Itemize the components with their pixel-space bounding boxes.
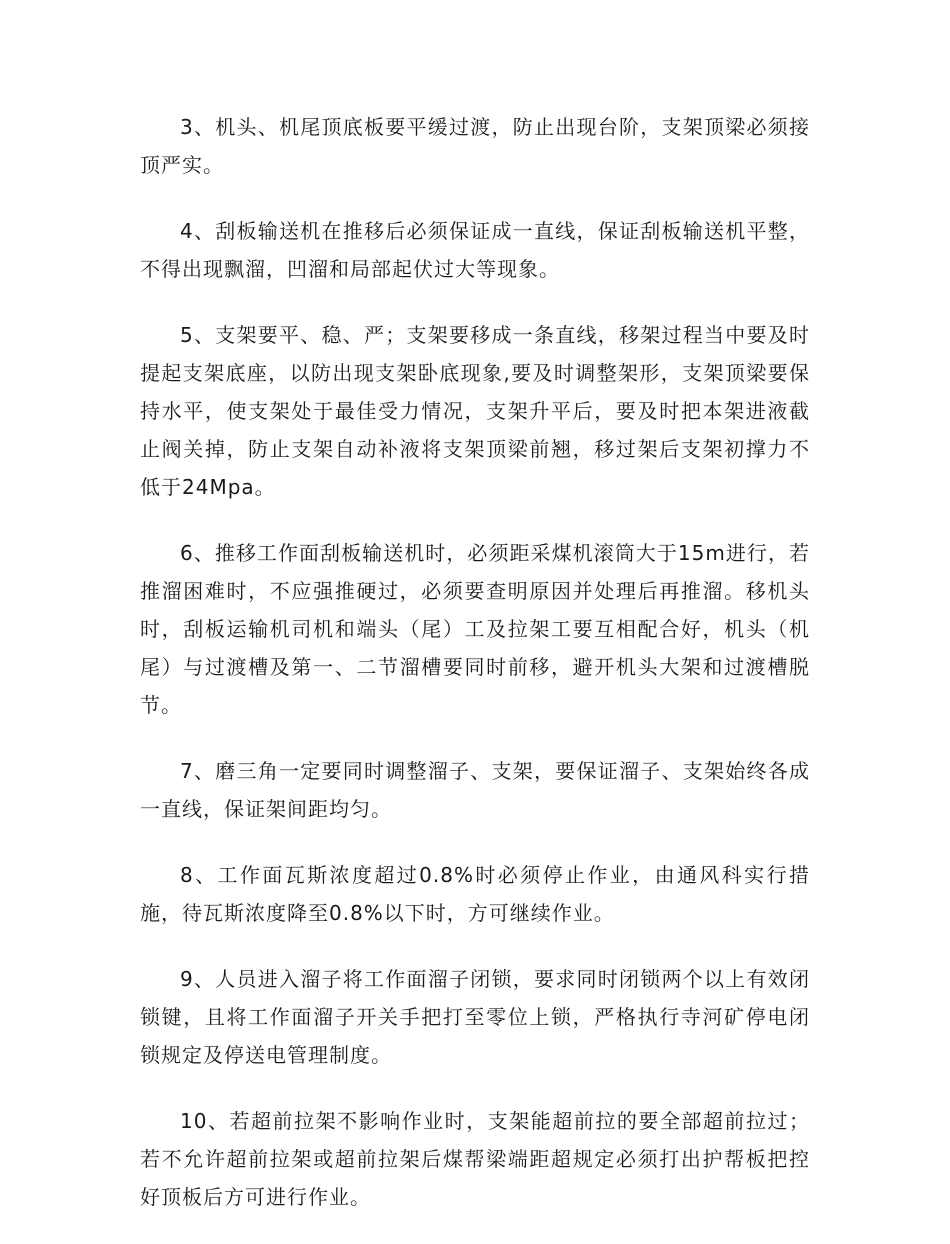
paragraph-item-7: 7、磨三角一定要同时调整溜子、支架，要保证溜子、支架始终各成一直线，保证架间距均匀。 <box>140 759 810 821</box>
paragraph-item-3: 3、机头、机尾顶底板要平缓过渡，防止出现台阶，支架顶梁必须接顶严实。 <box>140 115 810 177</box>
paragraph-item-5: 5、支架要平、稳、严；支架要移成一条直线，移架过程当中要及时提起支架底座，以防出现支架卧底现象,要及时调整架形，支架顶梁要保持水平，使支架处于最佳受力情况，支架升平后，要及时把本架进液截止阀关掉，防止支架自动补液将支架顶梁前翘，移过架后支架初撑力不低于24Mpa。 <box>140 323 810 499</box>
paragraph-item-8: 8、工作面瓦斯浓度超过0.8%时必须停止作业，由通风科实行措施，待瓦斯浓度降至0.8%以下时，方可继续作业。 <box>140 863 810 925</box>
document-body <box>140 108 810 1244</box>
paragraph-item-4: 4、刮板输送机在推移后必须保证成一直线，保证刮板输送机平整，不得出现飘溜，凹溜和局部起伏过大等现象。 <box>140 219 810 281</box>
paragraph-item-6: 6、推移工作面刮板输送机时，必须距采煤机滚筒大于15m进行，若推溜困难时，不应强推硬过，必须要查明原因并处理后再推溜。移机头时，刮板运输机司机和端头（尾）工及拉架工要互相配合好，机头（机尾）与过渡槽及第一、二节溜槽要同时前移，避开机头大架和过渡槽脱节。 <box>140 541 810 717</box>
paragraph-item-10: 10、若超前拉架不影响作业时，支架能超前拉的要全部超前拉过；若不允许超前拉架或超前拉架后煤帮梁端距超规定必须打出护帮板把控好顶板后方可进行作业。 <box>140 1109 810 1209</box>
paragraph-item-9: 9、人员进入溜子将工作面溜子闭锁，要求同时闭锁两个以上有效闭锁键，且将工作面溜子开关手把打至零位上锁，严格执行寺河矿停电闭锁规定及停送电管理制度。 <box>140 967 810 1067</box>
